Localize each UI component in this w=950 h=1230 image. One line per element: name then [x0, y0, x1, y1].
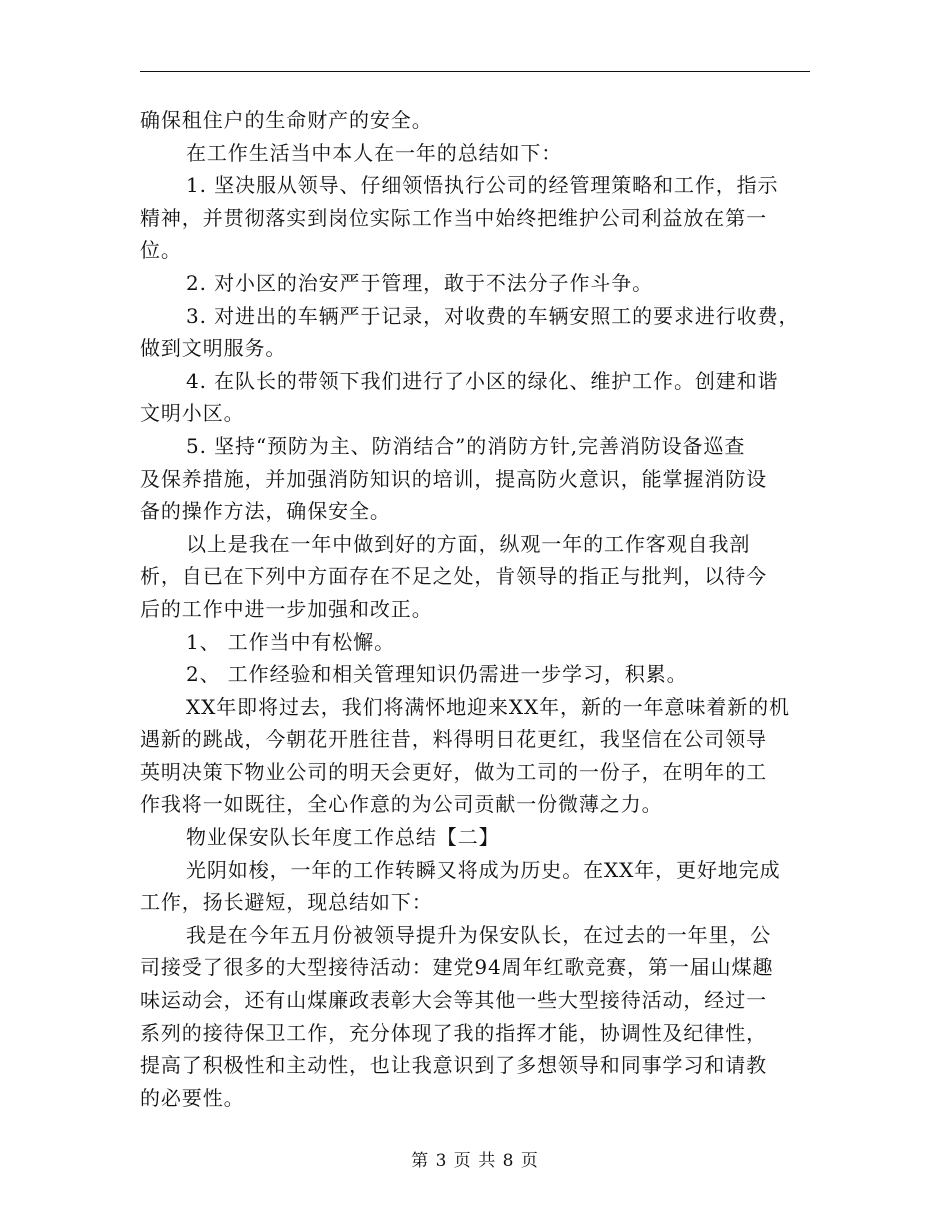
text-line: 文明小区。 [140, 401, 245, 426]
text-line: 2、 工作经验和相关管理知识仍需进一步学习，积累。 [186, 662, 688, 687]
text-line: 确保租住户的生命财产的安全。 [140, 108, 433, 132]
text-line: 精神，并贯彻落实到岗位实际工作当中始终把维护公司利益放在第一 [140, 205, 767, 230]
text-line: 司接受了很多的大型接待活动：建党94周年红歌竞赛，第一届山煤趣 [140, 955, 774, 980]
text-line: 2. 对小区的治安严于管理，敢于不法分子作斗争。 [186, 270, 654, 295]
text-line: 及保养措施，并加强消防知识的培训，提高防火意识，能掌握消防设 [140, 466, 767, 491]
text-line: XX年即将过去，我们将满怀地迎来XX年，新的一年意味着新的机 [186, 694, 790, 719]
text-line: 我是在今年五月份被领导提升为保安队长，在过去的一年里，公 [186, 922, 772, 947]
text-line: 物业保安队长年度工作总结【二】 [186, 825, 500, 850]
text-line: 后的工作中进一步加强和改正。 [140, 596, 433, 621]
text-line: 工作，扬长避短，现总结如下： [140, 890, 433, 915]
body-text [140, 104, 810, 1114]
text-line: 1. 坚决服从领导、仔细领悟执行公司的经管理策略和工作，指示 [186, 173, 779, 198]
text-line: 系列的接待保卫工作，充分体现了我的指挥才能，协调性及纪律性， [140, 1020, 767, 1045]
text-line: 以上是我在一年中做到好的方面，纵观一年的工作客观自我剖 [186, 531, 751, 556]
header-rule [140, 71, 810, 72]
text-line: 提高了积极性和主动性，也让我意识到了多想领导和同事学习和请教 [140, 1053, 767, 1078]
text-line: 作我将一如既往，全心作意的为公司贡献一份微薄之力。 [140, 792, 663, 817]
text-line: 析，自已在下列中方面存在不足之处，肯领导的指正与批判，以待今 [140, 564, 767, 589]
text-line: 1、 工作当中有松懈。 [186, 629, 395, 654]
text-line: 4. 在队长的带领下我们进行了小区的绿化、维护工作。创建和谐 [186, 368, 779, 393]
text-line: 在工作生活当中本人在一年的总结如下： [186, 140, 563, 165]
text-line: 遇新的跳战，今朝花开胜往昔，料得明日花更红，我坚信在公司领导 [140, 727, 767, 752]
text-line: 的必要性。 [140, 1085, 245, 1110]
text-line: 味运动会，还有山煤廉政表彰大会等其他一些大型接待活动，经过一 [140, 988, 767, 1013]
text-line: 光阴如梭，一年的工作转瞬又将成为历史。在XX年，更好地完成 [186, 857, 781, 882]
text-line: 位。 [140, 238, 182, 263]
text-line: 5. 坚持“预防为主、防消结合”的消防方针,完善消防设备巡查 [186, 433, 746, 458]
text-line: 备的操作方法，确保安全。 [140, 499, 391, 524]
page-footer: 第 3 页 共 8 页 [411, 1151, 539, 1171]
text-line: 英明决策下物业公司的明天会更好，做为工司的一份子，在明年的工 [140, 759, 767, 784]
text-line: 做到文明服务。 [140, 336, 287, 361]
text-line: 3. 对进出的车辆严于记录，对收费的车辆安照工的要求进行收费， [186, 303, 800, 328]
